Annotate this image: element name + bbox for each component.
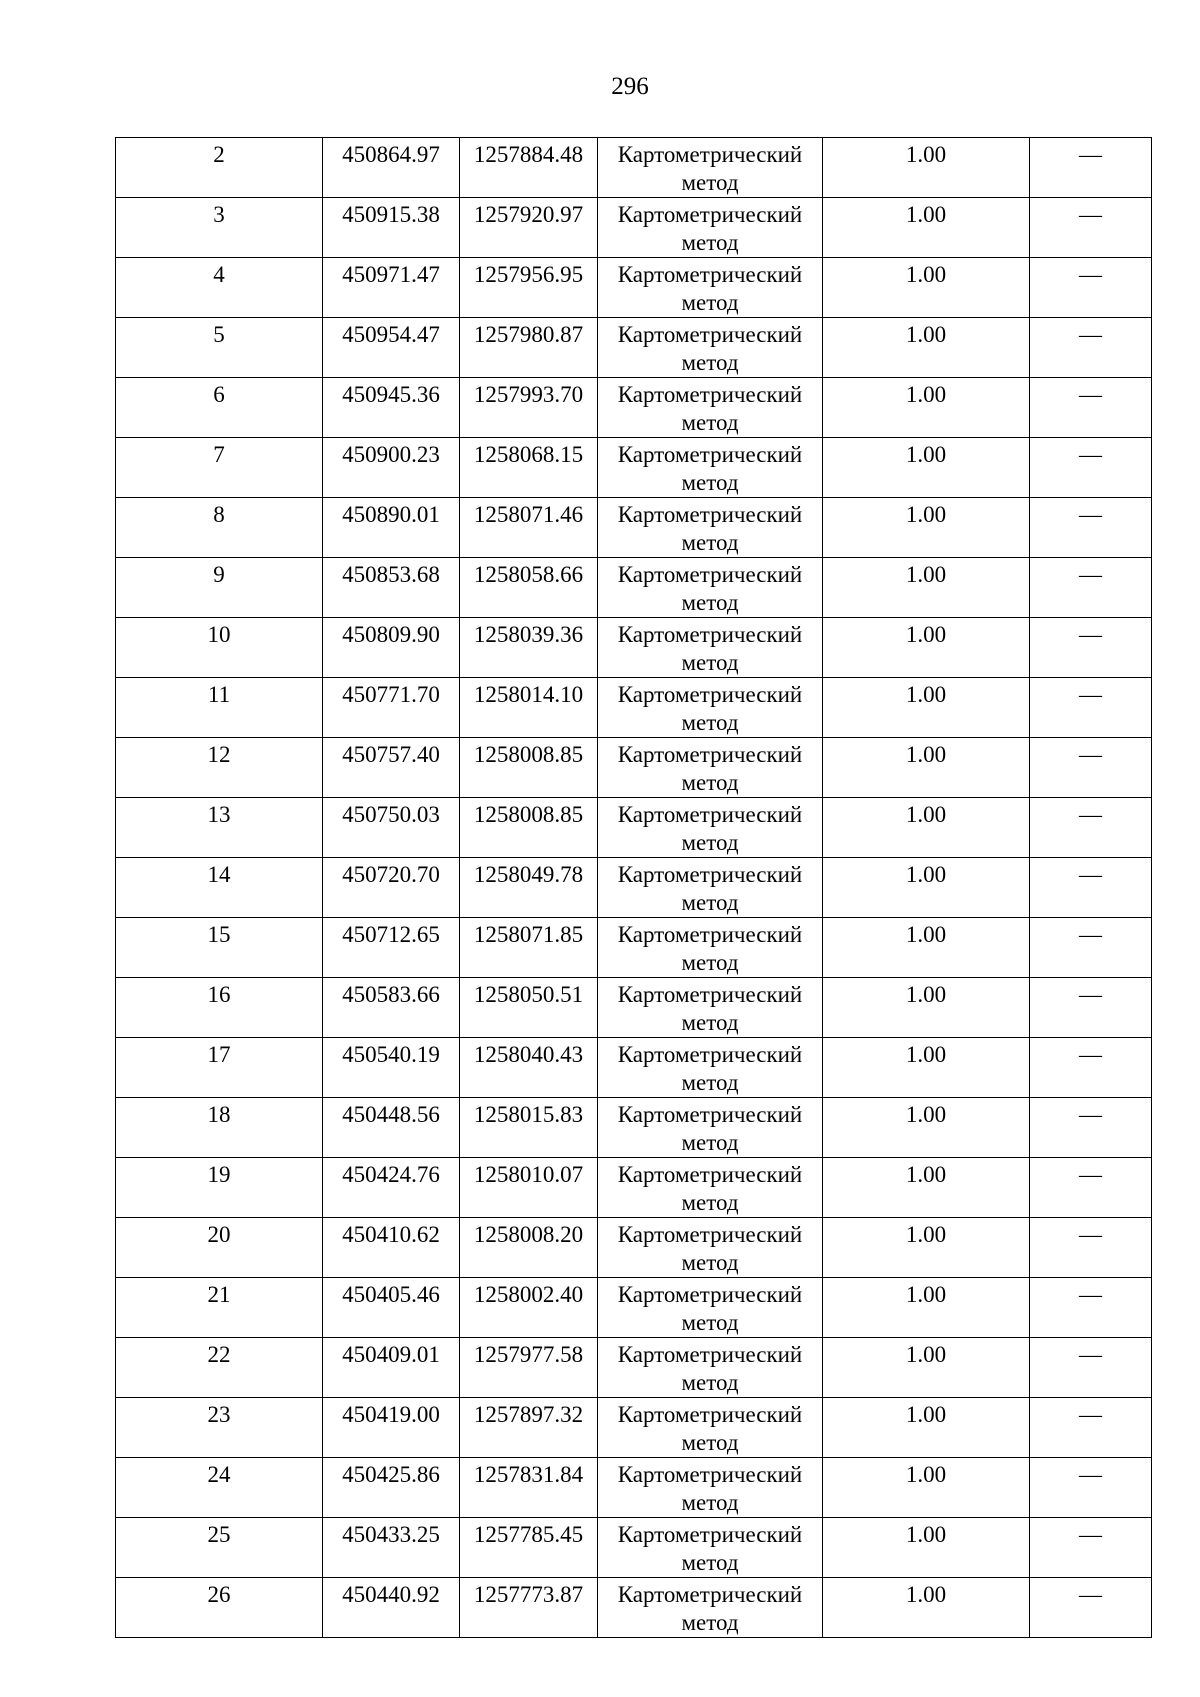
accuracy-cell: 1.00 [823,1038,1030,1098]
note-cell: — [1030,138,1152,198]
note-cell: — [1030,258,1152,318]
point-number-cell: 22 [116,1338,323,1398]
y-coordinate-cell: 1257980.87 [460,318,598,378]
note-cell: — [1030,1038,1152,1098]
method-line-1: Картометрический [617,502,803,527]
method-line-2: метод [681,950,739,975]
accuracy-cell: 1.00 [823,1278,1030,1338]
method-line-1: Картометрический [617,1462,803,1487]
x-coordinate-cell: 450900.23 [323,438,460,498]
method-line-2: метод [681,1310,739,1335]
note-cell: — [1030,618,1152,678]
point-number-cell: 5 [116,318,323,378]
y-coordinate-cell: 1257831.84 [460,1458,598,1518]
method-cell [598,498,823,558]
note-cell: — [1030,1398,1152,1458]
accuracy-cell: 1.00 [823,978,1030,1038]
method-cell [598,1158,823,1218]
note-cell: — [1030,798,1152,858]
note-cell: — [1030,1278,1152,1338]
note-cell: — [1030,318,1152,378]
accuracy-cell: 1.00 [823,678,1030,738]
table-row [116,198,1152,258]
note-cell: — [1030,978,1152,1038]
y-coordinate-cell: 1257897.32 [460,1398,598,1458]
note-cell: — [1030,858,1152,918]
method-line-2: метод [681,1190,739,1215]
point-number-cell: 16 [116,978,323,1038]
y-coordinate-cell: 1258040.43 [460,1038,598,1098]
accuracy-cell: 1.00 [823,1098,1030,1158]
method-line-1: Картометрический [617,862,803,887]
method-line-1: Картометрический [617,622,803,647]
method-cell [598,618,823,678]
y-coordinate-cell: 1257785.45 [460,1518,598,1578]
y-coordinate-cell: 1257920.97 [460,198,598,258]
note-cell: — [1030,678,1152,738]
method-line-1: Картометрический [617,1342,803,1367]
table-row [116,498,1152,558]
table-row [116,1338,1152,1398]
method-cell [598,1518,823,1578]
point-number-cell: 25 [116,1518,323,1578]
x-coordinate-cell: 450405.46 [323,1278,460,1338]
point-number-cell: 4 [116,258,323,318]
point-number-cell: 24 [116,1458,323,1518]
note-cell: — [1030,1218,1152,1278]
method-line-2: метод [681,1010,739,1035]
method-line-2: метод [681,470,739,495]
y-coordinate-cell: 1257993.70 [460,378,598,438]
x-coordinate-cell: 450583.66 [323,978,460,1038]
point-number-cell: 21 [116,1278,323,1338]
table-row [116,138,1152,198]
method-cell [598,138,823,198]
table-row [116,918,1152,978]
method-cell [598,438,823,498]
x-coordinate-cell: 450954.47 [323,318,460,378]
method-line-1: Картометрический [617,1102,803,1127]
method-cell [598,678,823,738]
accuracy-cell: 1.00 [823,378,1030,438]
x-coordinate-cell: 450720.70 [323,858,460,918]
accuracy-cell: 1.00 [823,858,1030,918]
table-row [116,798,1152,858]
point-number-cell: 26 [116,1578,323,1638]
method-line-2: метод [681,410,739,435]
method-cell [598,918,823,978]
note-cell: — [1030,1458,1152,1518]
table-row [116,1398,1152,1458]
accuracy-cell: 1.00 [823,618,1030,678]
method-line-1: Картометрический [617,922,803,947]
note-cell: — [1030,1578,1152,1638]
method-line-2: метод [681,650,739,675]
method-cell [598,1578,823,1638]
x-coordinate-cell: 450864.97 [323,138,460,198]
method-line-1: Картометрический [617,1282,803,1307]
point-number-cell: 8 [116,498,323,558]
accuracy-cell: 1.00 [823,1398,1030,1458]
note-cell: — [1030,738,1152,798]
x-coordinate-cell: 450945.36 [323,378,460,438]
table-row [116,1278,1152,1338]
table-row [116,1098,1152,1158]
y-coordinate-cell: 1258010.07 [460,1158,598,1218]
method-line-2: метод [681,1430,739,1455]
x-coordinate-cell: 450419.00 [323,1398,460,1458]
y-coordinate-cell: 1258008.85 [460,798,598,858]
table-row [116,1218,1152,1278]
note-cell: — [1030,918,1152,978]
method-line-2: метод [681,1490,739,1515]
y-coordinate-cell: 1258068.15 [460,438,598,498]
point-number-cell: 2 [116,138,323,198]
point-number-cell: 12 [116,738,323,798]
method-cell [598,738,823,798]
note-cell: — [1030,1158,1152,1218]
y-coordinate-cell: 1257884.48 [460,138,598,198]
method-line-1: Картометрический [617,382,803,407]
method-line-1: Картометрический [617,262,803,287]
table-row [116,678,1152,738]
y-coordinate-cell: 1258049.78 [460,858,598,918]
point-number-cell: 18 [116,1098,323,1158]
y-coordinate-cell: 1258015.83 [460,1098,598,1158]
point-number-cell: 9 [116,558,323,618]
y-coordinate-cell: 1258071.46 [460,498,598,558]
table-row [116,978,1152,1038]
method-line-2: метод [681,230,739,255]
x-coordinate-cell: 450915.38 [323,198,460,258]
point-number-cell: 23 [116,1398,323,1458]
accuracy-cell: 1.00 [823,318,1030,378]
method-cell [598,978,823,1038]
x-coordinate-cell: 450425.86 [323,1458,460,1518]
method-line-1: Картометрический [617,1042,803,1067]
point-number-cell: 20 [116,1218,323,1278]
point-number-cell: 13 [116,798,323,858]
accuracy-cell: 1.00 [823,1218,1030,1278]
accuracy-cell: 1.00 [823,1338,1030,1398]
note-cell: — [1030,1518,1152,1578]
method-line-2: метод [681,770,739,795]
x-coordinate-cell: 450890.01 [323,498,460,558]
note-cell: — [1030,1338,1152,1398]
accuracy-cell: 1.00 [823,1518,1030,1578]
note-cell: — [1030,1098,1152,1158]
point-number-cell: 17 [116,1038,323,1098]
table-row [116,1038,1152,1098]
accuracy-cell: 1.00 [823,918,1030,978]
method-line-1: Картометрический [617,562,803,587]
accuracy-cell: 1.00 [823,738,1030,798]
accuracy-cell: 1.00 [823,138,1030,198]
page-number: 296 [611,73,649,100]
method-line-1: Картометрический [617,322,803,347]
method-line-2: метод [681,710,739,735]
x-coordinate-cell: 450853.68 [323,558,460,618]
method-cell [598,1098,823,1158]
method-line-2: метод [681,590,739,615]
method-cell [598,258,823,318]
method-line-1: Картометрический [617,1162,803,1187]
method-line-2: метод [681,890,739,915]
method-cell [598,1218,823,1278]
method-line-2: метод [681,170,739,195]
table-row [116,558,1152,618]
method-cell [598,1338,823,1398]
x-coordinate-cell: 450771.70 [323,678,460,738]
method-line-1: Картометрический [617,142,803,167]
table-row [116,858,1152,918]
accuracy-cell: 1.00 [823,1458,1030,1518]
method-line-1: Картометрический [617,802,803,827]
table-row [116,258,1152,318]
method-line-2: метод [681,1550,739,1575]
method-line-2: метод [681,1130,739,1155]
method-line-2: метод [681,830,739,855]
table-row [116,618,1152,678]
point-number-cell: 7 [116,438,323,498]
method-cell [598,1278,823,1338]
method-line-1: Картометрический [617,202,803,227]
y-coordinate-cell: 1257773.87 [460,1578,598,1638]
note-cell: — [1030,378,1152,438]
method-line-2: метод [681,530,739,555]
y-coordinate-cell: 1257956.95 [460,258,598,318]
accuracy-cell: 1.00 [823,258,1030,318]
method-line-1: Картометрический [617,742,803,767]
y-coordinate-cell: 1258008.20 [460,1218,598,1278]
accuracy-cell: 1.00 [823,438,1030,498]
point-number-cell: 15 [116,918,323,978]
x-coordinate-cell: 450757.40 [323,738,460,798]
table-row [116,1158,1152,1218]
x-coordinate-cell: 450809.90 [323,618,460,678]
note-cell: — [1030,558,1152,618]
point-number-cell: 11 [116,678,323,738]
point-number-cell: 14 [116,858,323,918]
x-coordinate-cell: 450750.03 [323,798,460,858]
accuracy-cell: 1.00 [823,1578,1030,1638]
table-row [116,1458,1152,1518]
y-coordinate-cell: 1258008.85 [460,738,598,798]
x-coordinate-cell: 450540.19 [323,1038,460,1098]
point-number-cell: 19 [116,1158,323,1218]
x-coordinate-cell: 450448.56 [323,1098,460,1158]
method-line-1: Картометрический [617,982,803,1007]
method-line-1: Картометрический [617,1582,803,1607]
x-coordinate-cell: 450410.62 [323,1218,460,1278]
y-coordinate-cell: 1258071.85 [460,918,598,978]
method-cell [598,1398,823,1458]
table-row [116,1518,1152,1578]
method-cell [598,378,823,438]
point-number-cell: 10 [116,618,323,678]
table-row [116,738,1152,798]
table-row [116,438,1152,498]
method-line-1: Картометрический [617,682,803,707]
method-cell [598,1038,823,1098]
x-coordinate-cell: 450424.76 [323,1158,460,1218]
y-coordinate-cell: 1257977.58 [460,1338,598,1398]
accuracy-cell: 1.00 [823,558,1030,618]
accuracy-cell: 1.00 [823,798,1030,858]
method-cell [598,1458,823,1518]
method-line-2: метод [681,1250,739,1275]
method-line-2: метод [681,290,739,315]
x-coordinate-cell: 450712.65 [323,918,460,978]
method-line-1: Картометрический [617,1222,803,1247]
note-cell: — [1030,198,1152,258]
method-cell [598,198,823,258]
y-coordinate-cell: 1258039.36 [460,618,598,678]
method-cell [598,858,823,918]
method-line-2: метод [681,1370,739,1395]
method-line-2: метод [681,1070,739,1095]
note-cell: — [1030,498,1152,558]
method-cell [598,798,823,858]
x-coordinate-cell: 450409.01 [323,1338,460,1398]
note-cell: — [1030,438,1152,498]
method-line-1: Картометрический [617,1402,803,1427]
y-coordinate-cell: 1258002.40 [460,1278,598,1338]
table-row [116,1578,1152,1638]
x-coordinate-cell: 450433.25 [323,1518,460,1578]
y-coordinate-cell: 1258014.10 [460,678,598,738]
accuracy-cell: 1.00 [823,1158,1030,1218]
method-line-2: метод [681,350,739,375]
point-number-cell: 3 [116,198,323,258]
coordinates-table-body [116,138,1152,1638]
accuracy-cell: 1.00 [823,198,1030,258]
y-coordinate-cell: 1258058.66 [460,558,598,618]
table-row [116,318,1152,378]
table-row [116,378,1152,438]
accuracy-cell: 1.00 [823,498,1030,558]
method-cell [598,318,823,378]
x-coordinate-cell: 450440.92 [323,1578,460,1638]
y-coordinate-cell: 1258050.51 [460,978,598,1038]
method-line-2: метод [681,1610,739,1635]
point-number-cell: 6 [116,378,323,438]
method-line-1: Картометрический [617,1522,803,1547]
x-coordinate-cell: 450971.47 [323,258,460,318]
coordinates-table [115,137,1152,1638]
method-line-1: Картометрический [617,442,803,467]
method-cell [598,558,823,618]
